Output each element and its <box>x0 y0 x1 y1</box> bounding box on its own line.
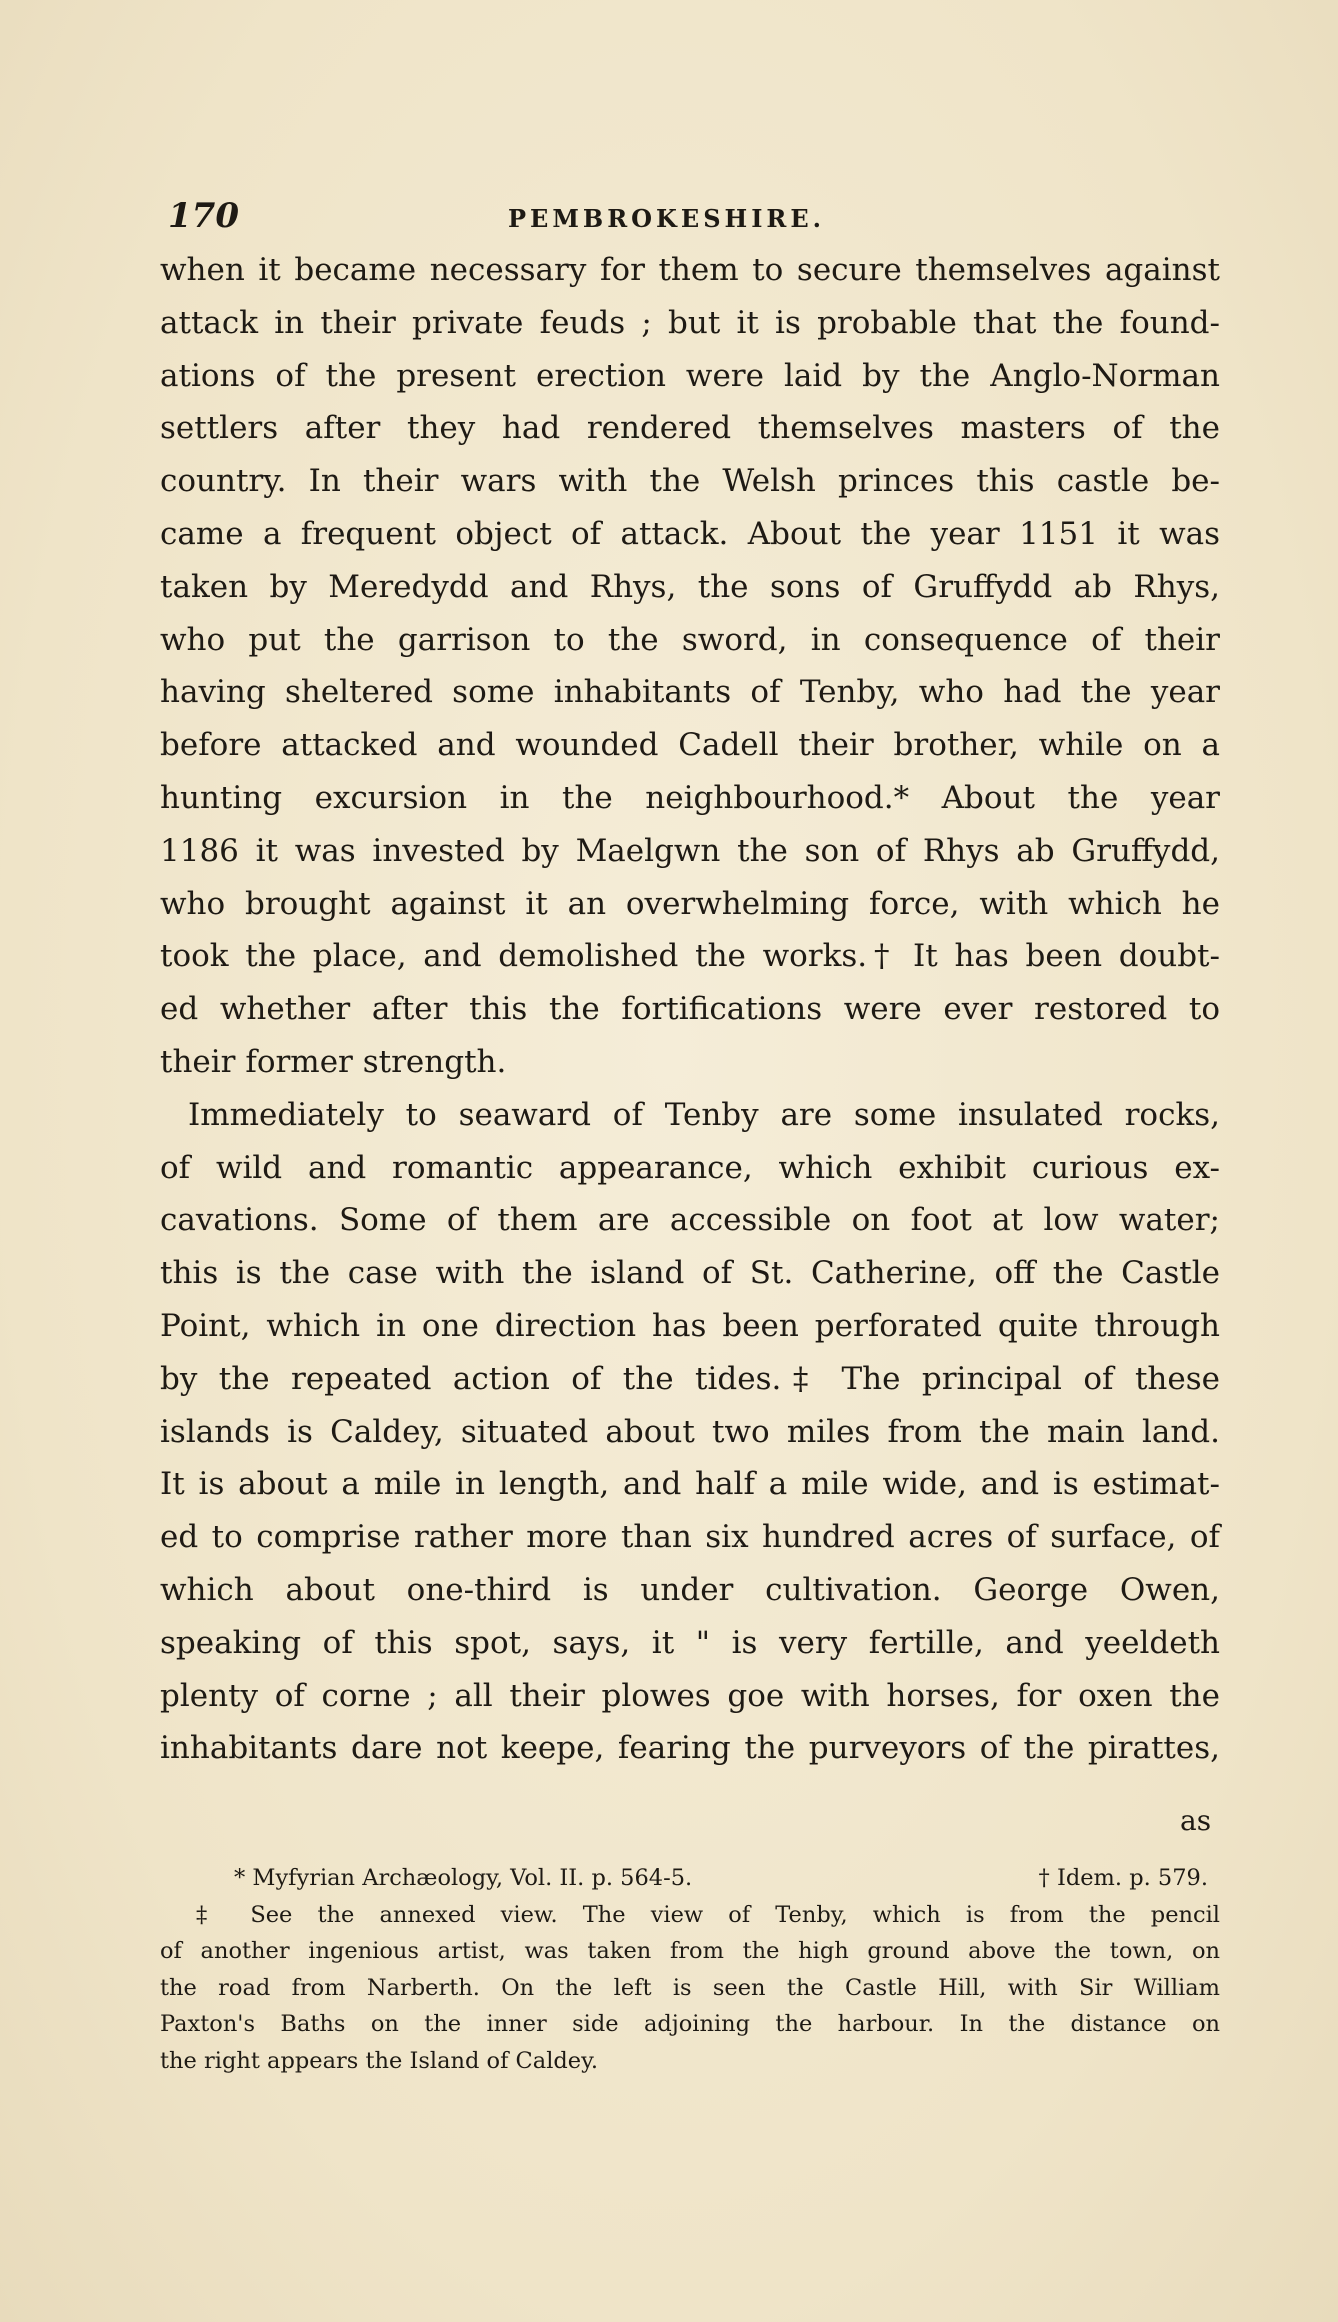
text-line: ed whether after this the fortifications were ever restored to <box>160 991 1220 1028</box>
text-line: Immediately to seaward of Tenby are some insulated rocks, <box>188 1096 1220 1133</box>
text-line: Point, which in one direction has been perforated quite through <box>160 1307 1220 1344</box>
text-line: It is about a mile in length, and half a mile wide, and is estimat- <box>160 1466 1220 1503</box>
footnote-3-line: of another ingenious artist, was taken from the high ground above the town, on <box>160 1938 1220 1964</box>
text-line: cavations. Some of them are accessible on foot at low water; <box>160 1202 1220 1239</box>
body-text <box>160 244 1220 1775</box>
text-line: who brought against it an overwhelming force, with which he <box>160 885 1220 922</box>
text-line: settlers after they had rendered themselves masters of the <box>160 410 1220 447</box>
footnotes <box>160 1860 1220 2079</box>
footnote-3-line: ‡ See the annexed view. The view of Tenby, which is from the pencil <box>196 1901 1220 1928</box>
text-line: when it became necessary for them to secure themselves against <box>160 252 1220 288</box>
text-line: of wild and romantic appearance, which exhibit curious ex- <box>160 1149 1220 1186</box>
text-line: this is the case with the island of St. Catherine, off the Castle <box>160 1255 1220 1292</box>
text-line: country. In their wars with the Welsh princes this castle be- <box>160 463 1220 500</box>
text-line: which about one-third is under cultivation. George Owen, <box>160 1571 1220 1608</box>
footnote-3-line: Paxton's Baths on the inner side adjoining the harbour. In the distance on <box>160 2011 1220 2037</box>
text-line: ations of the present erection were laid by the Anglo-Norman <box>160 357 1220 394</box>
text-line: took the place, and demolished the works.† It has been doubt- <box>160 938 1220 975</box>
footnote-1: * Myfyrian Archæology, Vol. II. p. 564-5. <box>234 1865 693 1891</box>
footnote-2: † Idem. p. 579. <box>1038 1865 1208 1891</box>
catchword: as <box>1180 1804 1212 1837</box>
footnote-3-line: the right appears the Island of Caldey. <box>160 2047 598 2074</box>
text-line: attack in their private feuds ; but it is probable that the found- <box>160 304 1220 341</box>
text-line: taken by Meredydd and Rhys, the sons of Gruffydd ab Rhys, <box>160 568 1220 605</box>
page-number: 170 <box>168 196 239 236</box>
text-line: plenty of corne ; all their plowes goe with horses, for oxen the <box>160 1677 1220 1714</box>
footnote-3-line: the road from Narberth. On the left is seen the Castle Hill, with Sir William <box>160 1974 1220 2001</box>
page-header <box>168 196 1228 236</box>
text-line: inhabitants dare not keepe, fearing the purveyors of the pirattes, <box>160 1730 1220 1767</box>
text-line: speaking of this spot, says, it " is very fertille, and yeeldeth <box>160 1624 1220 1661</box>
footnote-row <box>160 1860 1220 1897</box>
text-line: who put the garrison to the sword, in consequence of their <box>160 621 1220 658</box>
running-title: PEMBROKESHIRE. <box>508 204 826 233</box>
text-line: ed to comprise rather more than six hundred acres of surface, of <box>160 1519 1220 1556</box>
text-line: by the repeated action of the tides.‡ The principal of these <box>160 1360 1220 1397</box>
text-line: 1186 it was invested by Maelgwn the son of Rhys ab Gruffydd, <box>160 832 1220 869</box>
text-line: islands is Caldey, situated about two miles from the main land. <box>160 1413 1220 1450</box>
text-line: before attacked and wounded Cadell their brother, while on a <box>160 727 1220 764</box>
text-line: hunting excursion in the neighbourhood.* About the year <box>160 779 1220 816</box>
text-line: their former strength. <box>160 1043 507 1080</box>
text-line: came a frequent object of attack. About the year 1151 it was <box>160 515 1220 552</box>
text-line: having sheltered some inhabitants of Tenby, who had the year <box>160 674 1220 711</box>
